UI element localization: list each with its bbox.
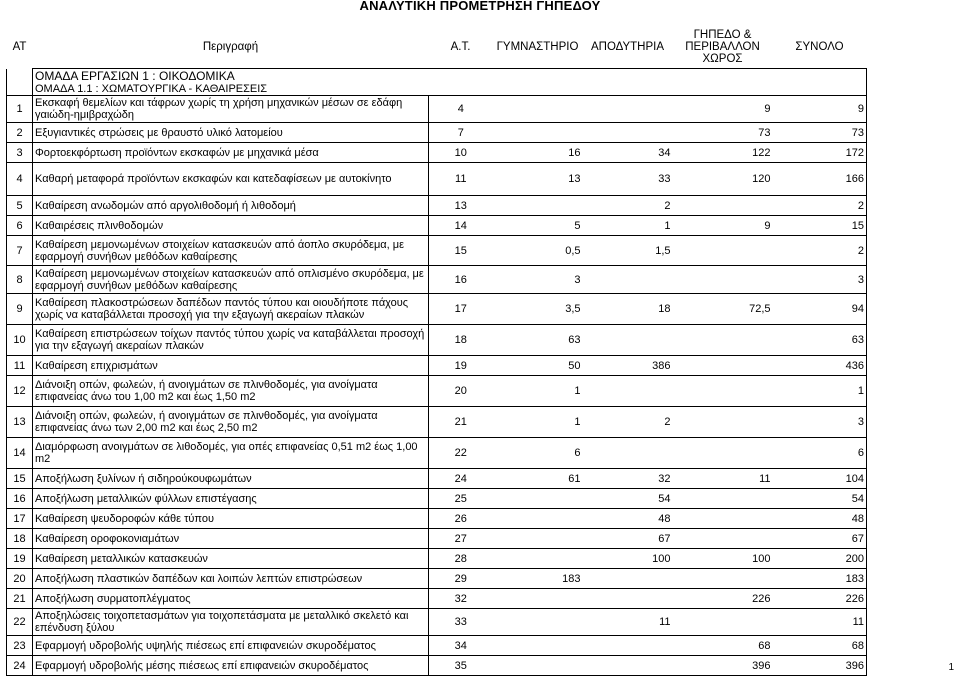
row-ai: 19 bbox=[429, 356, 493, 376]
row-gym: 0,5 bbox=[493, 236, 583, 266]
row-ai: 11 bbox=[429, 163, 493, 196]
row-field bbox=[673, 325, 773, 356]
row-gym bbox=[493, 549, 583, 569]
row-ai: 13 bbox=[429, 196, 493, 216]
row-description: Καθαίρεση μεμονωμένων στοιχείων κατασκευών από οπλισμένο σκυρόδεμα, με εφαρμογή συνήθων μεθόδων καθαίρεσης bbox=[33, 266, 429, 294]
row-code: 18 bbox=[7, 529, 33, 549]
row-changing-rooms: 67 bbox=[583, 529, 673, 549]
row-ai: 17 bbox=[429, 294, 493, 325]
row-total: 15 bbox=[773, 216, 867, 236]
row-field bbox=[673, 236, 773, 266]
row-code: 6 bbox=[7, 216, 33, 236]
row-changing-rooms: 32 bbox=[583, 469, 673, 489]
row-ai: 29 bbox=[429, 569, 493, 589]
row-gym: 13 bbox=[493, 163, 583, 196]
row-description: Αποξηλώσεις τοιχοπετασμάτων για τοιχοπετάσματα με μεταλλικό σκελετό και επένδυση ξύλου bbox=[33, 609, 429, 636]
row-changing-rooms: 2 bbox=[583, 407, 673, 438]
row-total: 436 bbox=[773, 356, 867, 376]
row-code: 15 bbox=[7, 469, 33, 489]
col-field-line3: ΧΩΡΟΣ bbox=[702, 53, 743, 65]
row-ai: 35 bbox=[429, 656, 493, 676]
row-code: 2 bbox=[7, 123, 33, 143]
table-row bbox=[7, 656, 867, 676]
row-field bbox=[673, 489, 773, 509]
row-field: 100 bbox=[673, 549, 773, 569]
row-total: 396 bbox=[773, 656, 867, 676]
row-changing-rooms bbox=[583, 438, 673, 469]
row-changing-rooms bbox=[583, 636, 673, 656]
row-code: 17 bbox=[7, 509, 33, 529]
col-field bbox=[673, 26, 773, 69]
row-changing-rooms: 1 bbox=[583, 216, 673, 236]
row-changing-rooms: 100 bbox=[583, 549, 673, 569]
row-changing-rooms: 33 bbox=[583, 163, 673, 196]
row-field: 68 bbox=[673, 636, 773, 656]
row-description: Καθαίρεση πλακοστρώσεων δαπέδων παντός τύπου και οιουδήποτε πάχους χωρίς να καταβάλλεται προσοχή για την εξαγωγή ακεραίων πλακών bbox=[33, 294, 429, 325]
row-description: Διάνοιξη οπών, φωλεών, ή ανοιγμάτων σε πλινθοδομές, για ανοίγματα επιφανείας άνω του 1,00 m2 και έως 1,50 m2 bbox=[33, 376, 429, 407]
row-gym bbox=[493, 196, 583, 216]
row-gym: 6 bbox=[493, 438, 583, 469]
row-gym: 183 bbox=[493, 569, 583, 589]
row-total: 1 bbox=[773, 376, 867, 407]
table-row bbox=[7, 96, 867, 123]
row-code: 1 bbox=[7, 96, 33, 123]
table-row bbox=[7, 438, 867, 469]
row-description: Καθαρή μεταφορά προϊόντων εκσκαφών και κατεδαφίσεων με αυτοκίνητο bbox=[33, 163, 429, 196]
row-code: 8 bbox=[7, 266, 33, 294]
row-ai: 18 bbox=[429, 325, 493, 356]
row-total: 9 bbox=[773, 96, 867, 123]
row-total: 6 bbox=[773, 438, 867, 469]
row-field bbox=[673, 356, 773, 376]
row-description: Εφαρμογή υδροβολής μέσης πιέσεως επί επιφανειών σκυροδέματος bbox=[33, 656, 429, 676]
row-changing-rooms: 386 bbox=[583, 356, 673, 376]
table-row bbox=[7, 266, 867, 294]
row-description: Καθαίρεση οροφοκονιαμάτων bbox=[33, 529, 429, 549]
row-changing-rooms: 11 bbox=[583, 609, 673, 636]
row-code: 10 bbox=[7, 325, 33, 356]
row-total: 2 bbox=[773, 236, 867, 266]
row-changing-rooms bbox=[583, 123, 673, 143]
table-row bbox=[7, 294, 867, 325]
row-total: 48 bbox=[773, 509, 867, 529]
row-code: 7 bbox=[7, 236, 33, 266]
row-gym bbox=[493, 636, 583, 656]
row-gym bbox=[493, 589, 583, 609]
table-row bbox=[7, 489, 867, 509]
row-description: Καθαίρεση ψευδοροφών κάθε τύπου bbox=[33, 509, 429, 529]
col-changing-rooms: ΑΠΟΔΥΤΗΡΙΑ bbox=[590, 41, 665, 53]
row-ai: 33 bbox=[429, 609, 493, 636]
row-gym bbox=[493, 656, 583, 676]
row-ai: 4 bbox=[429, 96, 493, 123]
row-total: 63 bbox=[773, 325, 867, 356]
row-description: Αποξήλωση συρματοπλέγματος bbox=[33, 589, 429, 609]
row-field: 120 bbox=[673, 163, 773, 196]
row-ai: 24 bbox=[429, 469, 493, 489]
row-total: 94 bbox=[773, 294, 867, 325]
row-ai: 14 bbox=[429, 216, 493, 236]
row-gym: 1 bbox=[493, 407, 583, 438]
row-field: 122 bbox=[673, 143, 773, 163]
row-ai: 20 bbox=[429, 376, 493, 407]
row-gym bbox=[493, 529, 583, 549]
row-changing-rooms: 54 bbox=[583, 489, 673, 509]
row-ai: 22 bbox=[429, 438, 493, 469]
row-field: 72,5 bbox=[673, 294, 773, 325]
estimate-table bbox=[6, 26, 867, 676]
row-ai: 32 bbox=[429, 589, 493, 609]
row-changing-rooms: 34 bbox=[583, 143, 673, 163]
row-ai: 21 bbox=[429, 407, 493, 438]
row-ai: 28 bbox=[429, 549, 493, 569]
row-total: 67 bbox=[773, 529, 867, 549]
row-code: 24 bbox=[7, 656, 33, 676]
row-code: 4 bbox=[7, 163, 33, 196]
group-heading-row bbox=[7, 69, 867, 83]
row-gym bbox=[493, 123, 583, 143]
row-code: 14 bbox=[7, 438, 33, 469]
row-description: Εφαρμογή υδροβολής υψηλής πιέσεως επί επιφανειών σκυροδέματος bbox=[33, 636, 429, 656]
row-code: 20 bbox=[7, 569, 33, 589]
page-number: 1 bbox=[948, 662, 954, 673]
table-row bbox=[7, 407, 867, 438]
row-field: 396 bbox=[673, 656, 773, 676]
row-ai: 26 bbox=[429, 509, 493, 529]
table-row bbox=[7, 143, 867, 163]
row-code: 9 bbox=[7, 294, 33, 325]
table-row bbox=[7, 236, 867, 266]
row-code: 23 bbox=[7, 636, 33, 656]
row-field bbox=[673, 376, 773, 407]
table-row bbox=[7, 196, 867, 216]
row-gym: 61 bbox=[493, 469, 583, 489]
row-ai: 25 bbox=[429, 489, 493, 509]
row-gym: 1 bbox=[493, 376, 583, 407]
row-field bbox=[673, 509, 773, 529]
row-changing-rooms: 48 bbox=[583, 509, 673, 529]
col-gym: ΓΥΜΝΑΣΤΗΡΙΟ bbox=[496, 41, 579, 53]
row-changing-rooms bbox=[583, 376, 673, 407]
col-total: ΣΥΝΟΛΟ bbox=[795, 41, 844, 53]
table-row bbox=[7, 123, 867, 143]
row-gym bbox=[493, 509, 583, 529]
table-row bbox=[7, 216, 867, 236]
row-description: Καθαίρεση μεμονωμένων στοιχείων κατασκευών από άοπλο σκυρόδεμα, με εφαρμογή συνήθων μεθόδων καθαίρεσης bbox=[33, 236, 429, 266]
row-description: Αποξήλωση πλαστικών δαπέδων και λοιπών λεπτών επιστρώσεων bbox=[33, 569, 429, 589]
row-total: 2 bbox=[773, 196, 867, 216]
row-field: 9 bbox=[673, 216, 773, 236]
row-description: Καθαιρέσεις πλινθοδομών bbox=[33, 216, 429, 236]
row-total: 226 bbox=[773, 589, 867, 609]
row-code: 19 bbox=[7, 549, 33, 569]
row-total: 104 bbox=[773, 469, 867, 489]
row-field bbox=[673, 266, 773, 294]
row-changing-rooms: 2 bbox=[583, 196, 673, 216]
row-code: 11 bbox=[7, 356, 33, 376]
row-total: 11 bbox=[773, 609, 867, 636]
row-total: 200 bbox=[773, 549, 867, 569]
row-gym: 50 bbox=[493, 356, 583, 376]
row-total: 166 bbox=[773, 163, 867, 196]
row-field bbox=[673, 529, 773, 549]
row-ai: 7 bbox=[429, 123, 493, 143]
table-row bbox=[7, 549, 867, 569]
row-total: 68 bbox=[773, 636, 867, 656]
row-changing-rooms bbox=[583, 656, 673, 676]
row-description: Καθαίρεση ανωδομών από αργολιθοδομή ή λιθοδομή bbox=[33, 196, 429, 216]
row-field bbox=[673, 196, 773, 216]
row-changing-rooms bbox=[583, 589, 673, 609]
row-description: Καθαίρεση επιστρώσεων τοίχων παντός τύπου χωρίς να καταβάλλεται προσοχή για την εξαγωγή ακεραίων πλακών bbox=[33, 325, 429, 356]
row-description: Διαμόρφωση ανοιγμάτων σε λιθοδομές, για οπές επιφανείας 0,51 m2 έως 1,00 m2 bbox=[33, 438, 429, 469]
row-ai: 15 bbox=[429, 236, 493, 266]
table-header bbox=[7, 26, 867, 69]
group-subheading-row bbox=[7, 82, 867, 96]
row-total: 172 bbox=[773, 143, 867, 163]
table-row bbox=[7, 636, 867, 656]
table-row bbox=[7, 325, 867, 356]
table-row bbox=[7, 356, 867, 376]
row-field bbox=[673, 569, 773, 589]
row-description: Αποξήλωση μεταλλικών φύλλων επιστέγασης bbox=[33, 489, 429, 509]
col-field-line2: ΠΕΡΙΒΑΛΛΟΝ bbox=[685, 41, 760, 53]
row-gym: 3 bbox=[493, 266, 583, 294]
row-changing-rooms bbox=[583, 569, 673, 589]
col-description: Περιγραφή bbox=[202, 41, 259, 53]
page-title: ΑΝΑΛΥΤΙΚΗ ΠΡΟΜΕΤΡΗΣΗ ΓΗΠΕΔΟΥ bbox=[359, 0, 601, 13]
row-field: 73 bbox=[673, 123, 773, 143]
table-row bbox=[7, 509, 867, 529]
row-description: Καθαίρεση επιχρισμάτων bbox=[33, 356, 429, 376]
row-changing-rooms bbox=[583, 325, 673, 356]
row-description: Φορτοεκφόρτωση προϊόντων εκσκαφών με μηχανικά μέσα bbox=[33, 143, 429, 163]
row-ai: 16 bbox=[429, 266, 493, 294]
row-gym bbox=[493, 609, 583, 636]
row-description: Εκσκαφή θεμελίων και τάφρων χωρίς τη χρήση μηχανικών μέσων σε εδάφη γαιώδη-ημιβραχώδη bbox=[33, 96, 429, 123]
row-changing-rooms bbox=[583, 266, 673, 294]
row-gym bbox=[493, 96, 583, 123]
row-gym: 63 bbox=[493, 325, 583, 356]
row-code: 12 bbox=[7, 376, 33, 407]
row-gym: 16 bbox=[493, 143, 583, 163]
row-total: 54 bbox=[773, 489, 867, 509]
row-changing-rooms: 1,5 bbox=[583, 236, 673, 266]
table-row bbox=[7, 529, 867, 549]
row-code: 21 bbox=[7, 589, 33, 609]
row-field bbox=[673, 438, 773, 469]
row-gym bbox=[493, 489, 583, 509]
col-field-line1: ΓΗΠΕΔΟ & bbox=[693, 29, 752, 41]
row-code: 3 bbox=[7, 143, 33, 163]
row-field bbox=[673, 609, 773, 636]
row-changing-rooms bbox=[583, 96, 673, 123]
row-gym: 3,5 bbox=[493, 294, 583, 325]
table-row bbox=[7, 163, 867, 196]
row-description: Διάνοιξη οπών, φωλεών, ή ανοιγμάτων σε πλινθοδομές, για ανοίγματα επιφανείας άνω των 2,00 m2 και έως 2,50 m2 bbox=[33, 407, 429, 438]
row-field bbox=[673, 407, 773, 438]
row-field: 9 bbox=[673, 96, 773, 123]
table-row bbox=[7, 609, 867, 636]
row-changing-rooms: 18 bbox=[583, 294, 673, 325]
col-ai: Α.Τ. bbox=[450, 41, 471, 53]
row-ai: 27 bbox=[429, 529, 493, 549]
table-row bbox=[7, 589, 867, 609]
row-total: 3 bbox=[773, 266, 867, 294]
table-row bbox=[7, 376, 867, 407]
row-code: 5 bbox=[7, 196, 33, 216]
row-field: 226 bbox=[673, 589, 773, 609]
group-heading: ΟΜΑΔΑ ΕΡΓΑΣΙΩΝ 1 : ΟΙΚΟΔΟΜΙΚΑ bbox=[33, 69, 867, 83]
row-gym: 5 bbox=[493, 216, 583, 236]
row-code: 13 bbox=[7, 407, 33, 438]
row-field: 11 bbox=[673, 469, 773, 489]
row-total: 183 bbox=[773, 569, 867, 589]
row-description: Καθαίρεση μεταλλικών κατασκευών bbox=[33, 549, 429, 569]
row-total: 73 bbox=[773, 123, 867, 143]
row-total: 3 bbox=[773, 407, 867, 438]
col-at: ΑΤ bbox=[12, 41, 27, 54]
group-subheading: ΟΜΑΔΑ 1.1 : ΧΩΜΑΤΟΥΡΓΙΚΑ - ΚΑΘΑΙΡΕΣΕΙΣ bbox=[33, 82, 867, 96]
row-ai: 34 bbox=[429, 636, 493, 656]
row-code: 22 bbox=[7, 609, 33, 636]
row-code: 16 bbox=[7, 489, 33, 509]
row-description: Αποξήλωση ξυλίνων ή σιδηρούκουφωμάτων bbox=[33, 469, 429, 489]
table-row bbox=[7, 469, 867, 489]
row-description: Εξυγιαντικές στρώσεις με θραυστό υλικό λατομείου bbox=[33, 123, 429, 143]
table-row bbox=[7, 569, 867, 589]
row-ai: 10 bbox=[429, 143, 493, 163]
